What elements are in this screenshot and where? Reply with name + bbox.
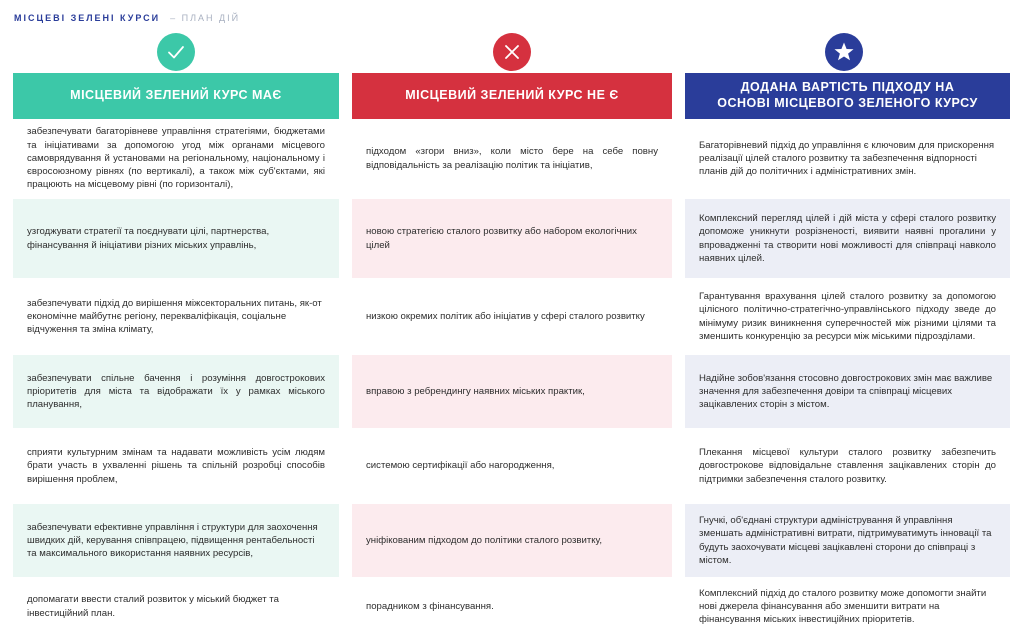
star-icon [825,33,863,71]
table-cell: Надійне зобов'язання стосовно довгострокових змін має важливе значення для забезпечення довіри та співпраці місцевих зацікавлених сторін з містом. [685,355,1010,428]
table-cell: забезпечувати ефективне управління і структури для заохочення швидких дій, керування співпрацею, підвищення рентабельності та максимального використання наявних ресурсів, [13,504,339,577]
table-cell: низкою окремих політик або ініціатив у сфері сталого розвитку [366,310,645,322]
table-cell: системою сертифікації або нагородження, [366,460,555,472]
column-title: МІСЦЕВИЙ ЗЕЛЕНИЙ КУРС НЕ Є [405,88,619,103]
header-subtitle: – ПЛАН ДІЙ [170,13,241,23]
column-title: ДОДАНА ВАРТІСТЬ ПІДХОДУ НА ОСНОВІ МІСЦЕВОГО ЗЕЛЕНОГО КУРСУ [717,80,978,110]
column-title: МІСЦЕВИЙ ЗЕЛЕНИЙ КУРС МАЄ [70,88,282,103]
table-cell: уніфікованим підходом до політики сталого розвитку, [352,504,672,577]
column-header-has [13,73,339,119]
table-cell: підходом «згори вниз», коли місто бере на себе повну відповідальність за реалізацію політик та ініціатив, [366,146,658,171]
table-cell: Гнучкі, об'єднані структури адміністрування й управління зменшать адміністративні витрати, підтримуватимуть інновації та будуть заохочувати місцеві зацікавлені сторони до співпраці з містом. [685,504,1010,577]
table-cell: Комплексний підхід до сталого розвитку може допомогти знайти нові джерела фінансування або зменшити витрати на фінансування міських інвестиційних пріоритетів. [699,587,987,626]
brand-title: МІСЦЕВІ ЗЕЛЕНІ КУРСИ [14,13,161,23]
table-cell: порадником з фінансування. [366,600,494,612]
table-cell: допомагати ввести сталий розвиток у міський бюджет та інвестиційний план. [27,594,279,619]
table-cell: новою стратегією сталого розвитку або набором екологічних цілей [352,199,672,278]
check-icon [157,33,195,71]
cross-icon [493,33,531,71]
page-header [14,13,240,23]
table-cell: вправою з ребрендингу наявних міських практик, [352,355,672,428]
table-cell: Комплексний перегляд цілей і дій міста у сфері сталого розвитку допоможе уникнути розрізненості, виявити наявні прогалини у впровадженні та створити нові можливості для співпраці навколо наявних цілей. [685,199,1010,278]
column-header-is-not [352,73,672,119]
table-cell: забезпечувати підхід до вирішення міжсекторальних питань, як-от економічне майбутнє регіону, перекваліфікація, соціальне відчуження та зміна клімату, [27,297,322,336]
table-cell: забезпечувати багаторівневе управління стратегіями, бюджетами та ініціативами за допомогою угод між органами місцевого самоврядування й установами на регіональному, національному і євросоюзному рівнях (по вертикалі), а також між суб'єктами, які працюють на місцевому рівні (по горизонталі), [27,126,325,191]
table-cell: Плекання місцевої культури сталого розвитку забезпечить довгострокове відповідальне ставлення зацікавлених сторін до підтримки забезпечення сталого розвитку. [699,447,996,485]
table-cell: сприяти культурним змінам та надавати можливість усім людям брати участь в ухваленні рішень та спільній розробці способів вирішення проблем, [27,447,325,485]
table-cell: забезпечувати спільне бачення і розуміння довгострокових пріоритетів для міста та відображати їх у рамках міського планування, [13,355,339,428]
column-header-added-value [685,73,1010,119]
table-cell: Багаторівневий підхід до управління є ключовим для прискорення реалізації цілей сталого розвитку та забезпечення відпорності планів дій до політичних і адміністративних змін. [699,139,995,178]
table-cell: узгоджувати стратегії та поєднувати цілі, партнерства, фінансування й ініціативи різних міських управлінь, [13,199,339,278]
table-cell: Гарантування врахування цілей сталого розвитку за допомогою цілісного політично-стратегічно-управлінського підходу зведе до мінімуму ризик виникнення суперечностей між різними цілями та зменшить конкуренцію за ресурси між міськими підрозділами. [699,291,996,342]
